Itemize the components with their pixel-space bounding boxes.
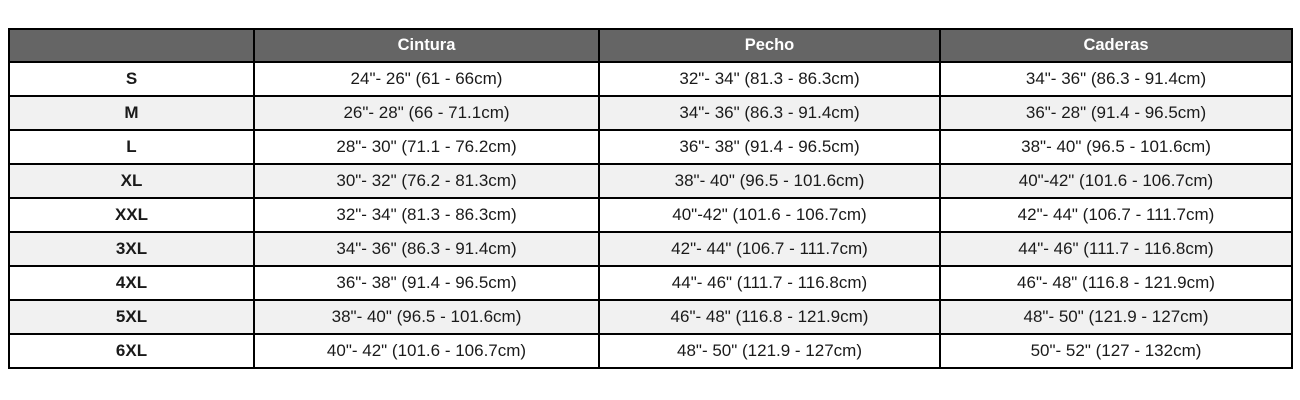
- cell-cintura: 34"- 36" (86.3 - 91.4cm): [254, 232, 599, 266]
- cell-pecho: 42"- 44" (106.7 - 111.7cm): [599, 232, 940, 266]
- table-row: [9, 130, 1292, 164]
- cell-pecho: 48"- 50" (121.9 - 127cm): [599, 334, 940, 368]
- cell-caderas: 46"- 48" (116.8 - 121.9cm): [940, 266, 1292, 300]
- cell-caderas: 42"- 44" (106.7 - 111.7cm): [940, 198, 1292, 232]
- cell-pecho: 38"- 40" (96.5 - 101.6cm): [599, 164, 940, 198]
- cell-caderas: 38"- 40" (96.5 - 101.6cm): [940, 130, 1292, 164]
- size-label: L: [9, 130, 254, 164]
- table-row: [9, 164, 1292, 198]
- cell-caderas: 34"- 36" (86.3 - 91.4cm): [940, 62, 1292, 96]
- cell-cintura: 32"- 34" (81.3 - 86.3cm): [254, 198, 599, 232]
- size-chart-table: [8, 28, 1293, 369]
- cell-caderas: 44"- 46" (111.7 - 116.8cm): [940, 232, 1292, 266]
- table-body: [9, 62, 1292, 368]
- table-row: [9, 266, 1292, 300]
- cell-cintura: 26"- 28" (66 - 71.1cm): [254, 96, 599, 130]
- cell-cintura: 30"- 32" (76.2 - 81.3cm): [254, 164, 599, 198]
- table-row: [9, 334, 1292, 368]
- cell-cintura: 38"- 40" (96.5 - 101.6cm): [254, 300, 599, 334]
- cell-caderas: 48"- 50" (121.9 - 127cm): [940, 300, 1292, 334]
- cell-caderas: 50"- 52" (127 - 132cm): [940, 334, 1292, 368]
- size-label: M: [9, 96, 254, 130]
- table-row: [9, 300, 1292, 334]
- cell-pecho: 32"- 34" (81.3 - 86.3cm): [599, 62, 940, 96]
- size-label: 4XL: [9, 266, 254, 300]
- table-row: [9, 62, 1292, 96]
- size-label: 5XL: [9, 300, 254, 334]
- size-label: S: [9, 62, 254, 96]
- size-label: 6XL: [9, 334, 254, 368]
- cell-cintura: 40"- 42" (101.6 - 106.7cm): [254, 334, 599, 368]
- header-row: [9, 29, 1292, 62]
- cell-pecho: 36"- 38" (91.4 - 96.5cm): [599, 130, 940, 164]
- size-label: XL: [9, 164, 254, 198]
- cell-cintura: 24"- 26" (61 - 66cm): [254, 62, 599, 96]
- table-row: [9, 232, 1292, 266]
- cell-caderas: 40"-42" (101.6 - 106.7cm): [940, 164, 1292, 198]
- cell-pecho: 46"- 48" (116.8 - 121.9cm): [599, 300, 940, 334]
- table-row: [9, 198, 1292, 232]
- size-label: XXL: [9, 198, 254, 232]
- header-cell-pecho: Pecho: [599, 29, 940, 62]
- cell-caderas: 36"- 28" (91.4 - 96.5cm): [940, 96, 1292, 130]
- cell-pecho: 44"- 46" (111.7 - 116.8cm): [599, 266, 940, 300]
- header-cell-empty: [9, 29, 254, 62]
- cell-pecho: 34"- 36" (86.3 - 91.4cm): [599, 96, 940, 130]
- cell-pecho: 40"-42" (101.6 - 106.7cm): [599, 198, 940, 232]
- header-cell-cintura: Cintura: [254, 29, 599, 62]
- cell-cintura: 36"- 38" (91.4 - 96.5cm): [254, 266, 599, 300]
- table-row: [9, 96, 1292, 130]
- cell-cintura: 28"- 30" (71.1 - 76.2cm): [254, 130, 599, 164]
- header-cell-caderas: Caderas: [940, 29, 1292, 62]
- size-label: 3XL: [9, 232, 254, 266]
